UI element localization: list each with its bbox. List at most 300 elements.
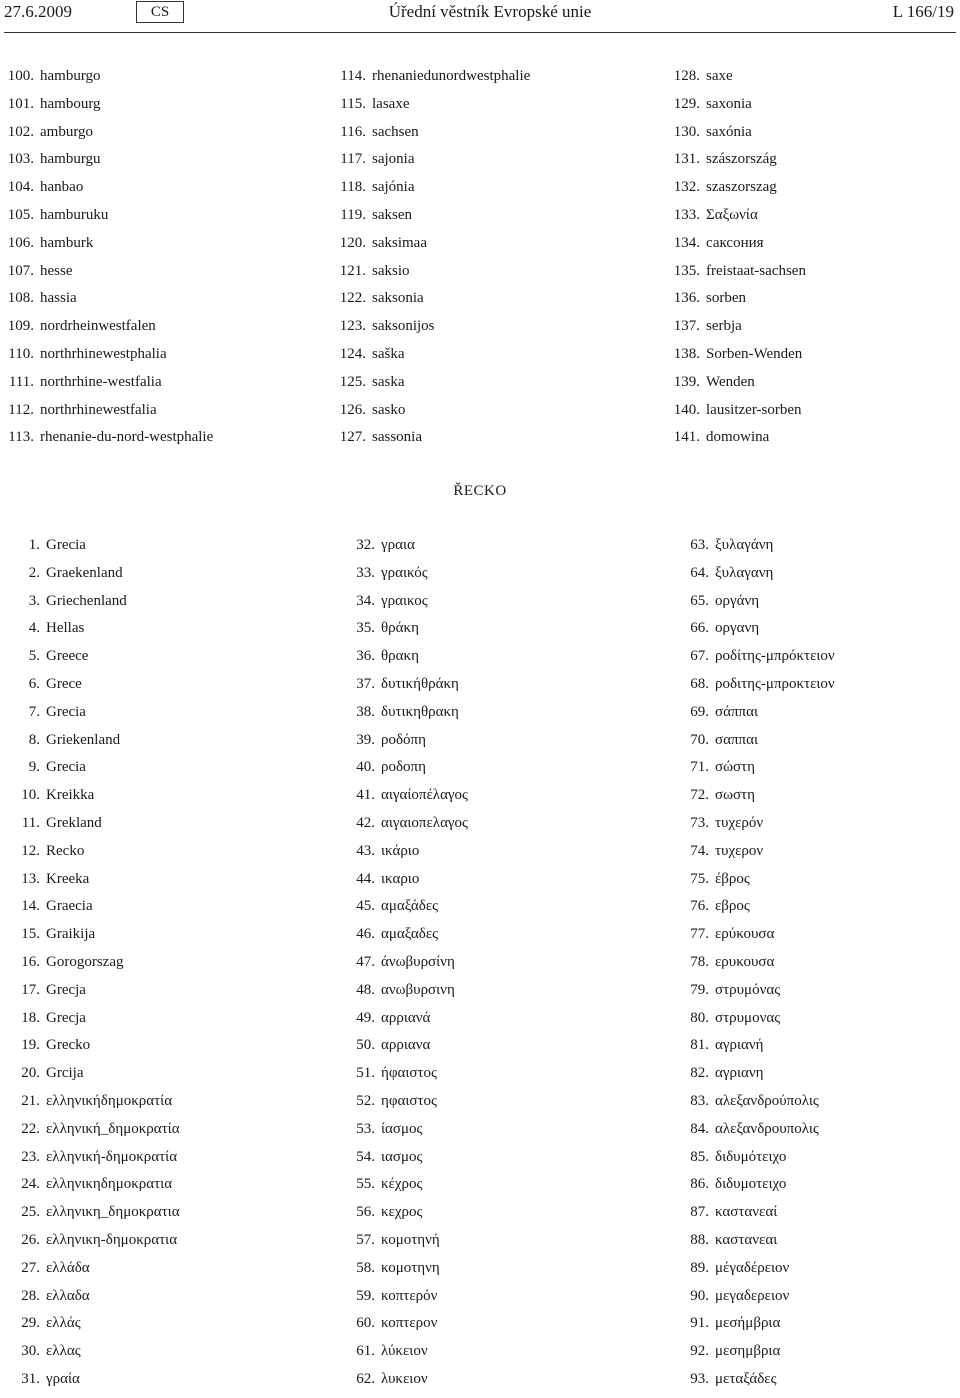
item-number: 12.	[21, 842, 40, 859]
list-item	[669, 786, 835, 814]
item-text: hamburk	[40, 234, 94, 251]
item-number: 68.	[690, 675, 709, 692]
list-item	[0, 1370, 180, 1398]
item-number: 108.	[7, 290, 34, 307]
list-item	[335, 842, 468, 870]
item-text: ικάριο	[381, 842, 420, 859]
item-number: 14.	[21, 898, 40, 915]
item-number: 3.	[28, 592, 40, 609]
item-text: sassonia	[372, 429, 422, 446]
list-item	[0, 1120, 180, 1148]
item-number: 21.	[21, 1092, 40, 1109]
item-number: 32.	[356, 537, 375, 553]
list-item	[669, 1009, 835, 1037]
page-reference: L 166/19	[892, 2, 954, 21]
list-item	[0, 1036, 180, 1064]
list-item	[669, 1064, 835, 1092]
item-number: 87.	[690, 1204, 709, 1221]
item-text: ροδοπη	[381, 759, 426, 776]
item-number: 35.	[356, 620, 375, 637]
header-rule	[4, 32, 956, 33]
item-number: 41.	[356, 787, 375, 804]
item-number: 36.	[356, 648, 375, 665]
list-item	[335, 1092, 468, 1120]
list-item	[669, 703, 835, 731]
item-number: 6.	[28, 675, 40, 692]
list-item	[0, 1092, 180, 1120]
item-text: saxonia	[706, 95, 752, 112]
item-number: 81.	[690, 1037, 709, 1054]
item-number: 84.	[690, 1120, 709, 1137]
item-text: κομοτηνη	[381, 1259, 440, 1276]
item-number: 127.	[339, 429, 366, 446]
item-text: Griechenland	[46, 592, 127, 609]
list-item	[332, 178, 530, 206]
item-number: 52.	[356, 1092, 375, 1109]
item-text: μεσήμβρια	[715, 1315, 781, 1332]
list-item	[0, 897, 180, 925]
item-text: Grecia	[46, 537, 86, 553]
list-item	[669, 1231, 835, 1259]
item-number: 67.	[690, 648, 709, 665]
item-number: 18.	[21, 1009, 40, 1026]
greece-list-column-1	[0, 536, 180, 1398]
item-text: domowina	[706, 429, 770, 446]
item-number: 91.	[690, 1315, 709, 1332]
publication-date: 27.6.2009	[4, 2, 72, 21]
item-text: διδυμότειχο	[715, 1148, 787, 1165]
item-text: Grekland	[46, 814, 102, 831]
item-text: κέχρος	[381, 1176, 423, 1193]
list-item	[669, 564, 835, 592]
item-text: Σαξωνία	[706, 206, 758, 223]
item-number: 9.	[28, 759, 40, 776]
item-text: ιασμος	[381, 1148, 423, 1165]
item-text: αρριανα	[381, 1037, 431, 1054]
item-text: αγριανή	[715, 1037, 764, 1054]
item-text: Kreeka	[46, 870, 90, 887]
list-item	[0, 1314, 180, 1342]
item-text: Grecia	[46, 759, 86, 776]
item-text: οργανη	[715, 620, 760, 637]
item-number: 104.	[7, 179, 34, 196]
list-item	[669, 675, 835, 703]
page-header	[0, 0, 960, 34]
item-text: δυτικηθρακη	[381, 703, 459, 720]
item-number: 121.	[339, 262, 366, 279]
item-number: 71.	[690, 759, 709, 776]
item-text: ηφαιστος	[381, 1092, 437, 1109]
item-number: 132.	[673, 179, 700, 196]
item-text: σάππαι	[715, 703, 758, 720]
item-text: αιγαίοπέλαγος	[381, 787, 468, 804]
list-item	[669, 619, 835, 647]
item-number: 122.	[339, 290, 366, 307]
item-text: saxónia	[706, 123, 752, 140]
list-item	[335, 731, 468, 759]
item-number: 128.	[673, 68, 700, 84]
item-text: Greece	[46, 648, 89, 665]
item-text: άνωβυρσίνη	[381, 953, 455, 970]
item-number: 25.	[21, 1204, 40, 1221]
item-text: ελλάδα	[46, 1259, 90, 1276]
item-text: κομοτηνή	[381, 1231, 440, 1248]
item-number: 50.	[356, 1037, 375, 1054]
item-text: nordrheinwestfalen	[40, 318, 156, 335]
list-item	[335, 786, 468, 814]
item-text: freistaat-sachsen	[706, 262, 806, 279]
item-text: αγριανη	[715, 1065, 764, 1082]
list-item	[669, 1175, 835, 1203]
item-text: εβρος	[715, 898, 750, 915]
item-number: 134.	[673, 234, 700, 251]
item-text: Graecia	[46, 898, 93, 915]
list-item	[335, 1175, 468, 1203]
item-number: 82.	[690, 1065, 709, 1082]
list-item	[0, 814, 180, 842]
item-number: 77.	[690, 926, 709, 943]
item-text: αμαξαδες	[381, 926, 439, 943]
item-number: 118.	[340, 179, 366, 196]
list-item	[0, 786, 180, 814]
list-item	[668, 178, 806, 206]
item-number: 49.	[356, 1009, 375, 1026]
item-text: ερύκουσα	[715, 926, 775, 943]
list-item	[332, 123, 530, 151]
item-text: hamburuku	[40, 206, 109, 223]
item-number: 42.	[356, 814, 375, 831]
item-number: 85.	[690, 1148, 709, 1165]
list-item	[668, 289, 806, 317]
list-item	[0, 842, 180, 870]
list-item	[332, 373, 530, 401]
list-item	[668, 317, 806, 345]
item-text: hamburgo	[40, 68, 101, 84]
list-item	[335, 758, 468, 786]
item-text: saksonijos	[372, 318, 435, 335]
item-text: τυχερόν	[715, 814, 764, 831]
item-text: μεγαδερειον	[715, 1287, 790, 1304]
item-number: 74.	[690, 842, 709, 859]
list-item	[669, 647, 835, 675]
language-code-box: CS	[136, 1, 184, 23]
item-number: 1.	[28, 537, 40, 553]
item-number: 124.	[339, 345, 366, 362]
list-item	[332, 206, 530, 234]
item-number: 106.	[7, 234, 34, 251]
item-text: hesse	[40, 262, 73, 279]
item-number: 54.	[356, 1148, 375, 1165]
item-text: σωστη	[715, 787, 755, 804]
list-column-1	[2, 67, 213, 456]
list-item	[669, 731, 835, 759]
item-text: ελληνικη_δημοκρατια	[46, 1204, 180, 1221]
list-item	[0, 870, 180, 898]
item-text: Griekenland	[46, 731, 121, 748]
item-number: 117.	[340, 151, 366, 168]
item-text: ελληνική-δημοκρατία	[46, 1148, 178, 1165]
greece-list-column-2	[335, 536, 468, 1398]
list-item	[0, 592, 180, 620]
list-item	[669, 1370, 835, 1398]
section-title: ŘECKO	[453, 483, 507, 499]
list-item	[669, 1148, 835, 1176]
item-number: 24.	[21, 1176, 40, 1193]
item-text: ελλάς	[46, 1315, 81, 1332]
list-item	[0, 1203, 180, 1231]
list-item	[669, 897, 835, 925]
list-item	[335, 1231, 468, 1259]
list-item	[0, 1287, 180, 1315]
item-number: 120.	[339, 234, 366, 251]
item-text: ροδίτης-μπρόκτειον	[715, 648, 835, 665]
item-number: 58.	[356, 1259, 375, 1276]
list-item	[335, 675, 468, 703]
item-number: 46.	[356, 926, 375, 943]
list-item	[335, 1148, 468, 1176]
list-item	[332, 262, 530, 290]
item-text: μεταξάδες	[715, 1370, 777, 1387]
item-number: 62.	[356, 1370, 375, 1387]
list-item	[335, 1064, 468, 1092]
list-item	[0, 1231, 180, 1259]
list-item	[335, 953, 468, 981]
list-item	[669, 1342, 835, 1370]
item-number: 70.	[690, 731, 709, 748]
item-text: ελληνικηδημοκρατια	[46, 1176, 173, 1193]
item-number: 45.	[356, 898, 375, 915]
item-text: Sorben-Wenden	[706, 345, 803, 362]
item-number: 139.	[673, 373, 700, 390]
item-number: 80.	[690, 1009, 709, 1026]
item-number: 75.	[690, 870, 709, 887]
item-text: rhenanie-du-nord-westphalie	[40, 429, 214, 446]
item-number: 93.	[690, 1370, 709, 1387]
item-number: 43.	[356, 842, 375, 859]
item-number: 39.	[356, 731, 375, 748]
item-number: 136.	[673, 290, 700, 307]
item-text: ροδόπη	[381, 731, 426, 748]
list-item	[0, 925, 180, 953]
item-text: ελληνικήδημοκρατία	[46, 1092, 173, 1109]
item-number: 105.	[7, 206, 34, 223]
list-item	[335, 647, 468, 675]
list-item	[335, 814, 468, 842]
item-number: 7.	[28, 703, 40, 720]
item-text: Graekenland	[46, 564, 123, 581]
item-text: κοπτερον	[381, 1315, 438, 1332]
item-text: σαππαι	[715, 731, 758, 748]
item-text: ικαριο	[381, 870, 420, 887]
item-number: 17.	[21, 981, 40, 998]
list-item	[332, 150, 530, 178]
list-item	[332, 67, 530, 95]
item-text: sajónia	[372, 179, 415, 196]
item-number: 141.	[673, 429, 700, 446]
item-number: 92.	[690, 1343, 709, 1360]
item-number: 89.	[690, 1259, 709, 1276]
list-item	[0, 981, 180, 1009]
item-text: Gorogorszag	[46, 953, 124, 970]
item-number: 69.	[690, 703, 709, 720]
list-item	[669, 1120, 835, 1148]
item-number: 38.	[356, 703, 375, 720]
item-number: 73.	[690, 814, 709, 831]
list-column-2	[332, 67, 530, 456]
list-column-3	[668, 67, 806, 456]
item-text: Recko	[46, 842, 85, 859]
item-number: 56.	[356, 1204, 375, 1221]
list-item	[669, 1036, 835, 1064]
item-text: ελλαδα	[46, 1287, 90, 1304]
item-number: 31.	[21, 1370, 40, 1387]
item-number: 111.	[8, 373, 34, 390]
list-item	[335, 536, 468, 564]
item-text: saksonia	[372, 290, 424, 307]
list-item	[669, 1287, 835, 1315]
list-item	[0, 703, 180, 731]
item-text: έβρος	[715, 870, 750, 887]
item-number: 22.	[21, 1120, 40, 1137]
item-text: δυτικήθράκη	[381, 675, 459, 692]
item-text: Grcija	[46, 1065, 84, 1082]
item-text: αιγαιοπελαγος	[381, 814, 468, 831]
item-text: amburgo	[40, 123, 94, 140]
item-text: саксония	[706, 234, 764, 251]
list-item	[332, 317, 530, 345]
list-item	[332, 95, 530, 123]
list-item	[668, 401, 806, 429]
item-number: 34.	[356, 592, 375, 609]
item-text: γραία	[46, 1370, 80, 1387]
item-text: Grecia	[46, 703, 86, 720]
item-text: Kreikka	[46, 787, 95, 804]
list-item	[2, 401, 213, 429]
list-item	[668, 67, 806, 95]
item-number: 61.	[356, 1343, 375, 1360]
item-number: 103.	[7, 151, 34, 168]
list-item	[668, 206, 806, 234]
item-number: 123.	[339, 318, 366, 335]
item-text: Grecja	[46, 981, 86, 998]
list-item	[2, 345, 213, 373]
list-item	[335, 1203, 468, 1231]
item-text: northrhinewestfalia	[40, 401, 157, 418]
list-item	[0, 647, 180, 675]
list-item	[335, 592, 468, 620]
item-text: Wenden	[706, 373, 755, 390]
item-text: sorben	[706, 290, 746, 307]
list-item	[0, 953, 180, 981]
item-number: 116.	[340, 123, 366, 140]
item-number: 57.	[356, 1231, 375, 1248]
item-number: 126.	[339, 401, 366, 418]
item-number: 10.	[21, 787, 40, 804]
item-number: 137.	[673, 318, 700, 335]
item-number: 72.	[690, 787, 709, 804]
list-item	[0, 619, 180, 647]
item-text: στρυμονας	[715, 1009, 781, 1026]
item-number: 16.	[21, 953, 40, 970]
item-text: Grecko	[46, 1037, 91, 1054]
list-item	[668, 262, 806, 290]
item-number: 115.	[340, 95, 366, 112]
item-number: 114.	[340, 68, 366, 84]
item-number: 11.	[21, 814, 40, 831]
list-item	[335, 1036, 468, 1064]
item-number: 107.	[7, 262, 34, 279]
item-text: hanbao	[40, 179, 84, 196]
item-number: 101.	[7, 95, 34, 112]
list-item	[2, 67, 213, 95]
item-text: saksimaa	[372, 234, 427, 251]
list-item	[2, 178, 213, 206]
item-number: 79.	[690, 981, 709, 998]
list-item	[335, 1314, 468, 1342]
item-text: κεχρος	[381, 1204, 423, 1221]
list-item	[335, 564, 468, 592]
list-item	[335, 1370, 468, 1398]
item-number: 47.	[356, 953, 375, 970]
list-item	[669, 1203, 835, 1231]
item-number: 78.	[690, 953, 709, 970]
item-number: 33.	[356, 564, 375, 581]
item-number: 59.	[356, 1287, 375, 1304]
list-item	[2, 150, 213, 178]
item-number: 83.	[690, 1092, 709, 1109]
item-number: 129.	[673, 95, 700, 112]
item-number: 63.	[690, 537, 709, 553]
item-text: ελληνικη-δημοκρατια	[46, 1231, 178, 1248]
item-number: 131.	[673, 151, 700, 168]
list-item	[335, 1009, 468, 1037]
list-item	[668, 150, 806, 178]
list-item	[2, 262, 213, 290]
list-item	[335, 619, 468, 647]
item-number: 8.	[28, 731, 40, 748]
list-item	[0, 731, 180, 759]
item-text: lausitzer-sorben	[706, 401, 802, 418]
item-number: 60.	[356, 1315, 375, 1332]
list-item	[668, 234, 806, 262]
list-item	[669, 536, 835, 564]
item-number: 64.	[690, 564, 709, 581]
item-number: 28.	[21, 1287, 40, 1304]
item-number: 140.	[673, 401, 700, 418]
list-item	[335, 703, 468, 731]
list-item	[0, 536, 180, 564]
list-item	[669, 758, 835, 786]
item-number: 86.	[690, 1176, 709, 1193]
list-item	[668, 428, 806, 456]
item-number: 76.	[690, 898, 709, 915]
list-item	[669, 592, 835, 620]
item-number: 100.	[7, 68, 34, 84]
item-number: 53.	[356, 1120, 375, 1137]
item-text: σώστη	[715, 759, 755, 776]
item-text: serbja	[706, 318, 742, 335]
list-item	[668, 345, 806, 373]
item-text: αρριανά	[381, 1009, 431, 1026]
list-item	[2, 123, 213, 151]
item-text: αμαξάδες	[381, 898, 439, 915]
item-text: οργάνη	[715, 592, 760, 609]
item-number: 66.	[690, 620, 709, 637]
item-text: Graikija	[46, 926, 96, 943]
item-text: saksen	[372, 206, 412, 223]
item-text: sajonia	[372, 151, 415, 168]
item-number: 119.	[340, 206, 366, 223]
